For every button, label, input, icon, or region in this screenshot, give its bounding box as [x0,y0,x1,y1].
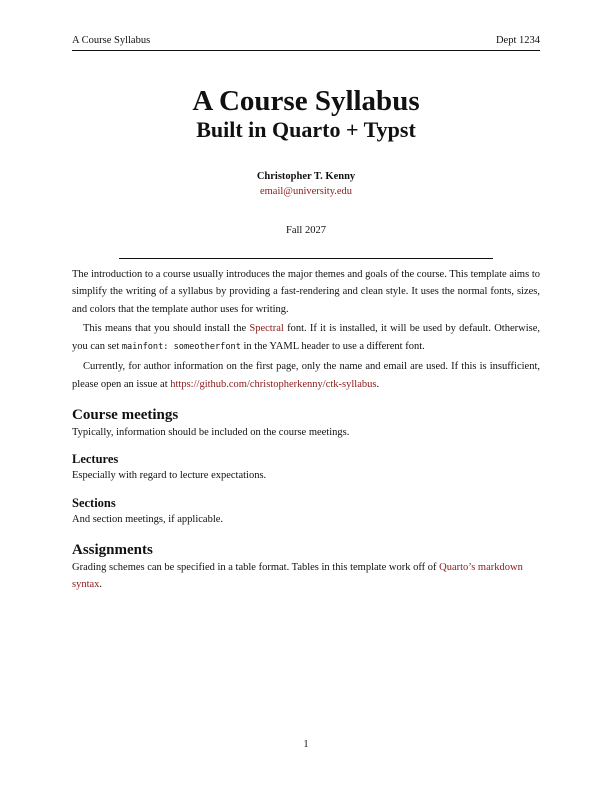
sections-heading: Sections [72,495,116,510]
page-number: 1 [303,739,309,750]
intro-p2-text-b: font. If it is installed, it will be used by default. Otherwise, you can set [72,323,541,352]
intro-paragraph-3 [72,358,540,393]
running-header [72,34,540,51]
sections-text: And section meetings, if applicable. [72,513,224,525]
title-block [72,84,540,142]
lectures-text: Especially with regard to lecture expectations. [72,470,267,482]
yaml-code-snippet: mainfont: someotherfont [121,341,241,352]
quarto-markdown-link[interactable]: Quarto’s markdown syntax [72,561,523,591]
intro-p3-text-b: . [376,378,380,390]
course-meetings-text: Typically, information should be included on the course meetings. [72,427,350,439]
author-name: Christopher T. Kenny [256,171,356,182]
document-title: A Course Syllabus [192,85,420,117]
intro-p3-text-a: Currently, for author information on the first page, only the name and email are used. If this is insufficient, please open an issue at [72,361,540,390]
term-label: Fall 2027 [286,225,326,236]
document-body [72,266,540,596]
running-header-dept: Dept 1234 [495,35,540,46]
github-repo-link[interactable]: https://github.com/christopherkenny/ctk-syllabus [170,378,377,390]
running-header-course: A Course Syllabus [72,35,151,46]
title-divider [119,258,493,259]
intro-p2-text-c: in the YAML header to use a different font. [240,340,425,352]
document-subtitle: Built in Quarto + Typst [196,117,416,142]
intro-paragraph-2 [72,320,540,356]
intro-paragraph-1: The introduction to a course usually introduces the major themes and goals of the course. This template aims to simplify the writing of a syllabus by providing a fast-rendering and clean style. It uses the normal fonts, sizes, and colors that the template author uses for writing. [72,269,540,315]
spectral-font-link[interactable]: Spectral [249,323,284,335]
assignments-text-a: Grading schemes can be specified in a table format. Tables in this template work off of [72,561,440,573]
assignments-text [72,559,540,594]
course-meetings-heading: Course meetings [72,407,179,424]
author-email-link[interactable]: email@university.edu [259,186,353,197]
assignments-heading: Assignments [72,541,153,558]
intro-p2-text-a: This means that you should install the [83,323,250,335]
lectures-heading: Lectures [72,452,119,467]
assignments-text-b: . [99,579,103,591]
